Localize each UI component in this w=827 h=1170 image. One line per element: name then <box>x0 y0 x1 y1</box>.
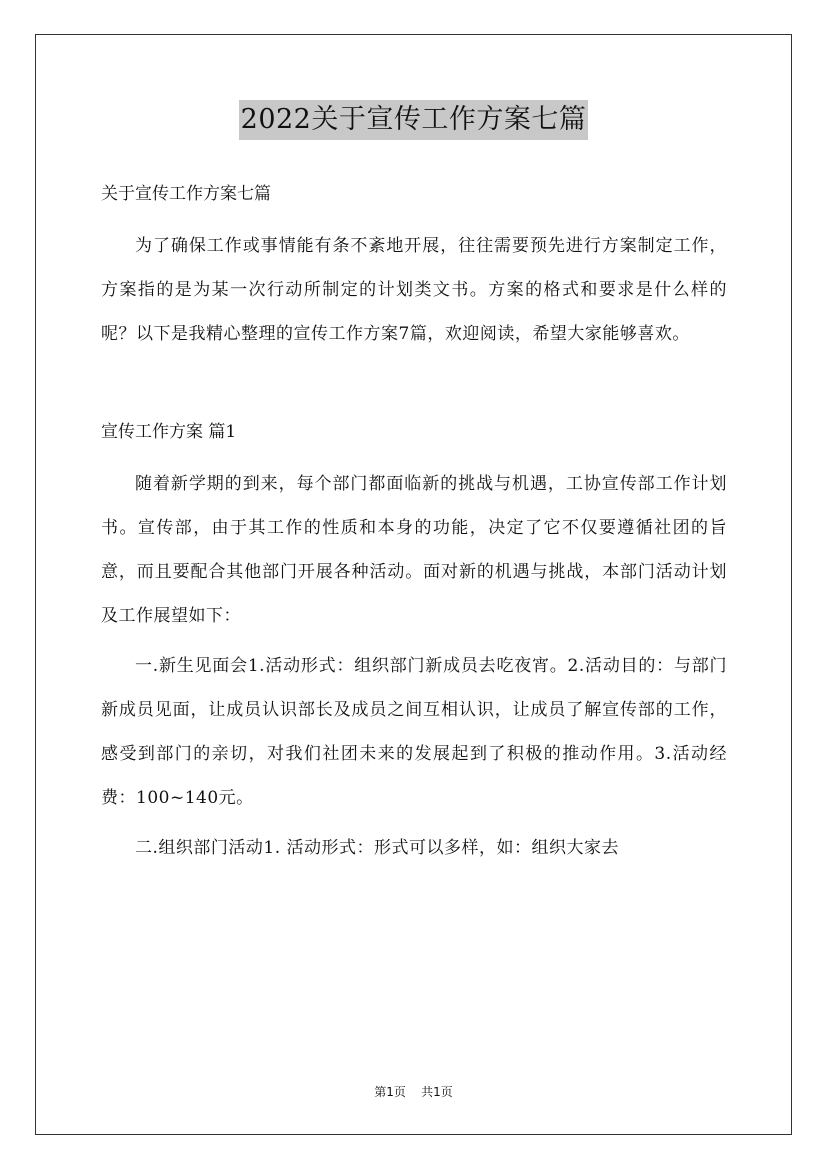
section-spacer <box>101 356 727 400</box>
page-footer <box>0 1083 827 1100</box>
intro-paragraph: 为了确保工作或事情能有条不紊地开展，往往需要预先进行方案制定工作，方案指的是为某一次行动所制定的计划类文书。方案的格式和要求是什么样的呢？以下是我精心整理的宣传工作方案7篇，欢迎阅读，希望大家能够喜欢。 <box>101 236 727 344</box>
title-wrap <box>0 100 827 140</box>
total-pages: 共1页 <box>421 1085 453 1099</box>
body-paragraph-1: 随着新学期的到来，每个部门都面临新的挑战与机遇，工协宣传部工作计划书。宣传部，由于其工作的性质和本身的功能，决定了它不仅要遵循社团的旨意，而且要配合其他部门开展各种活动。面对新的机遇与挑战，本部门活动计划及工作展望如下： <box>101 474 727 626</box>
page-number: 第1页 <box>374 1085 406 1099</box>
document-body <box>101 168 727 870</box>
section1-heading: 宣传工作方案 篇1 <box>101 422 237 442</box>
body-paragraph-3: 二.组织部门活动1. 活动形式：形式可以多样，如：组织大家去 <box>135 838 620 858</box>
body-paragraph-2: 一.新生见面会1.活动形式：组织部门新成员去吃夜宵。2.活动目的：与部门新成员见面，让成员认识部长及成员之间互相认识，让成员了解宣传部的工作，感受到部门的亲切，对我们社团未来的发展起到了积极的推动作用。3.活动经费：100~140元。 <box>101 656 727 808</box>
document-title: 2022关于宣传工作方案七篇 <box>239 100 589 140</box>
intro-heading: 关于宣传工作方案七篇 <box>101 184 271 204</box>
